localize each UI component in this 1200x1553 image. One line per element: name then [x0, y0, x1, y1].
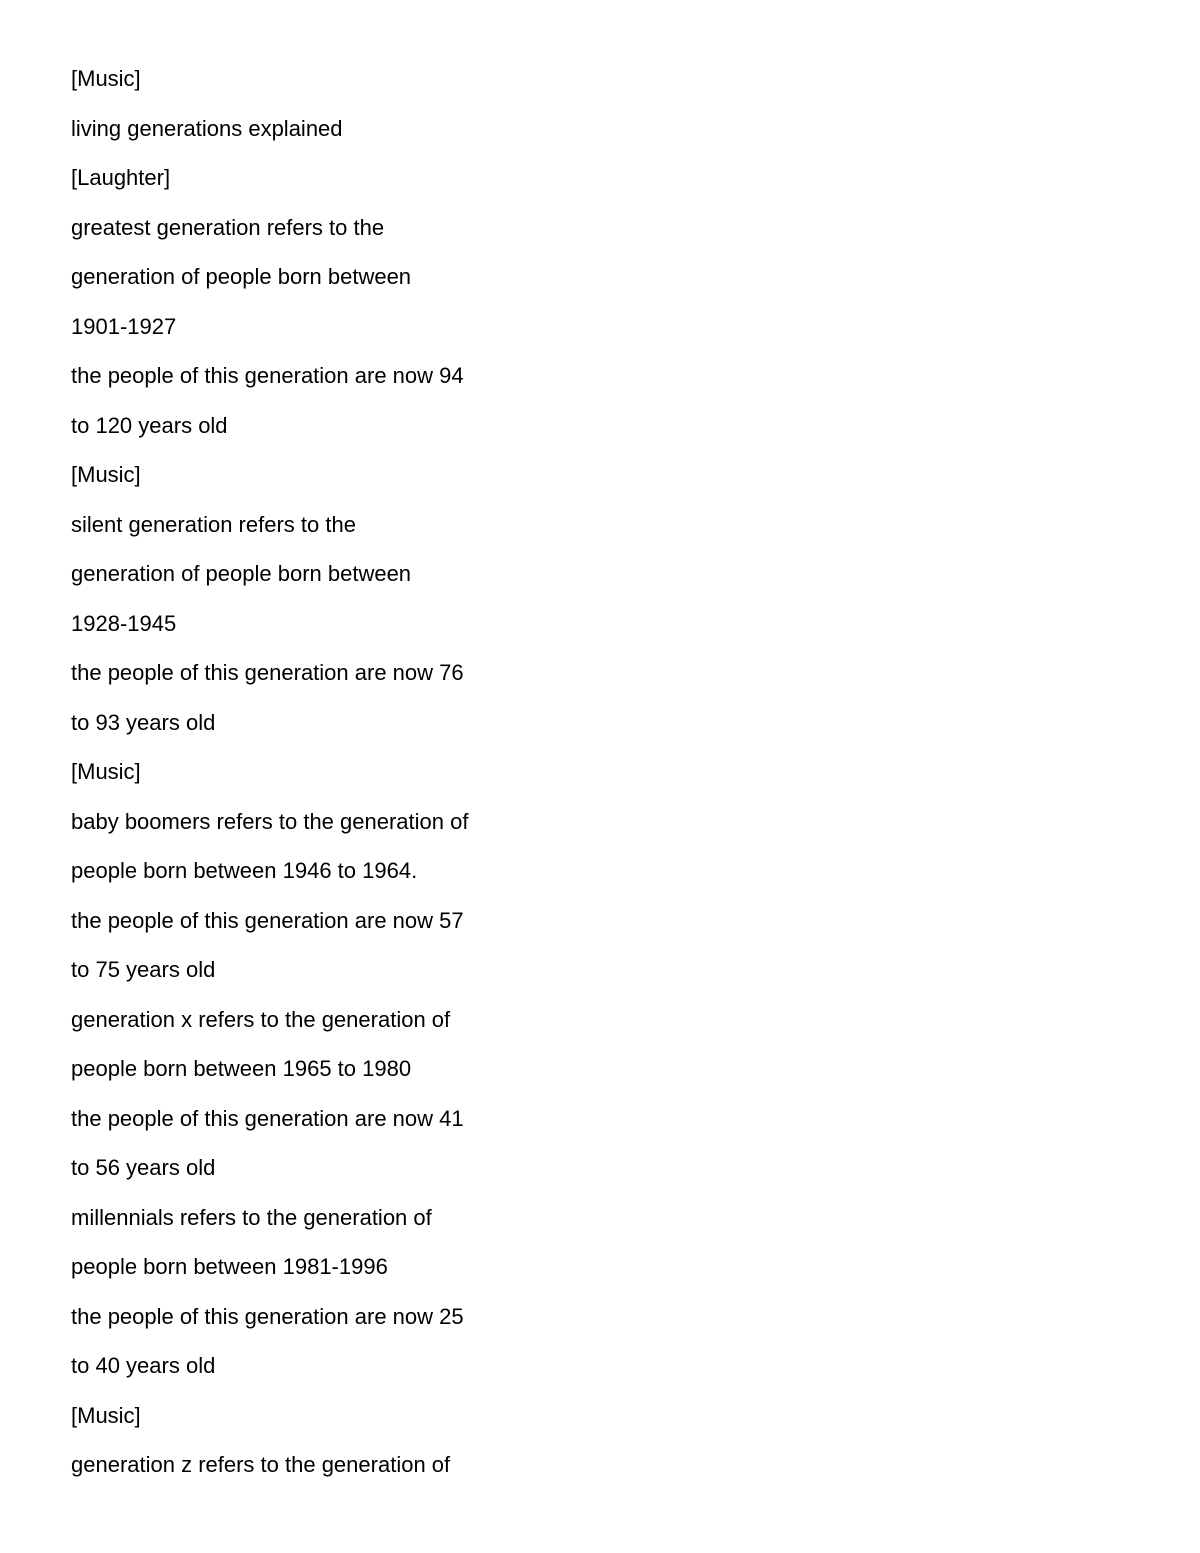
- transcript-line: 1901-1927: [71, 313, 177, 339]
- transcript-line: to 120 years old: [71, 412, 228, 438]
- transcript-line: the people of this generation are now 76: [71, 660, 464, 685]
- transcript-line: millennials refers to the generation of: [71, 1204, 432, 1230]
- transcript-line: [Music]: [71, 66, 141, 91]
- transcript-line: [Laughter]: [71, 165, 171, 190]
- transcript-line: people born between 1965 to 1980: [71, 1056, 412, 1081]
- transcript-line: the people of this generation are now 41: [71, 1105, 464, 1131]
- transcript-line: to 93 years old: [71, 709, 216, 735]
- transcript-line: the people of this generation are now 57: [71, 907, 464, 933]
- transcript-line: living generations explained: [71, 115, 343, 141]
- transcript-line: 1928-1945: [71, 610, 177, 636]
- transcript-line: generation of people born between: [71, 561, 412, 586]
- transcript-line: [Music]: [71, 759, 141, 784]
- transcript-text: [71, 64, 468, 1500]
- transcript-line: [Music]: [71, 462, 141, 487]
- transcript-line: baby boomers refers to the generation of: [71, 808, 469, 834]
- transcript-line: greatest generation refers to the: [71, 214, 385, 240]
- transcript-line: to 56 years old: [71, 1155, 216, 1180]
- transcript-line: generation of people born between: [71, 264, 412, 289]
- transcript-line: generation z refers to the generation of: [71, 1452, 451, 1477]
- transcript-line: to 40 years old: [71, 1353, 216, 1378]
- transcript-line: [Music]: [71, 1402, 141, 1428]
- transcript-line: the people of this generation are now 94: [71, 363, 464, 388]
- transcript-line: people born between 1946 to 1964.: [71, 858, 418, 883]
- transcript-line: generation x refers to the generation of: [71, 1006, 451, 1032]
- transcript-line: to 75 years old: [71, 957, 216, 982]
- transcript-line: people born between 1981-1996: [71, 1254, 388, 1279]
- transcript-line: silent generation refers to the: [71, 511, 356, 537]
- transcript-line: the people of this generation are now 25: [71, 1303, 464, 1329]
